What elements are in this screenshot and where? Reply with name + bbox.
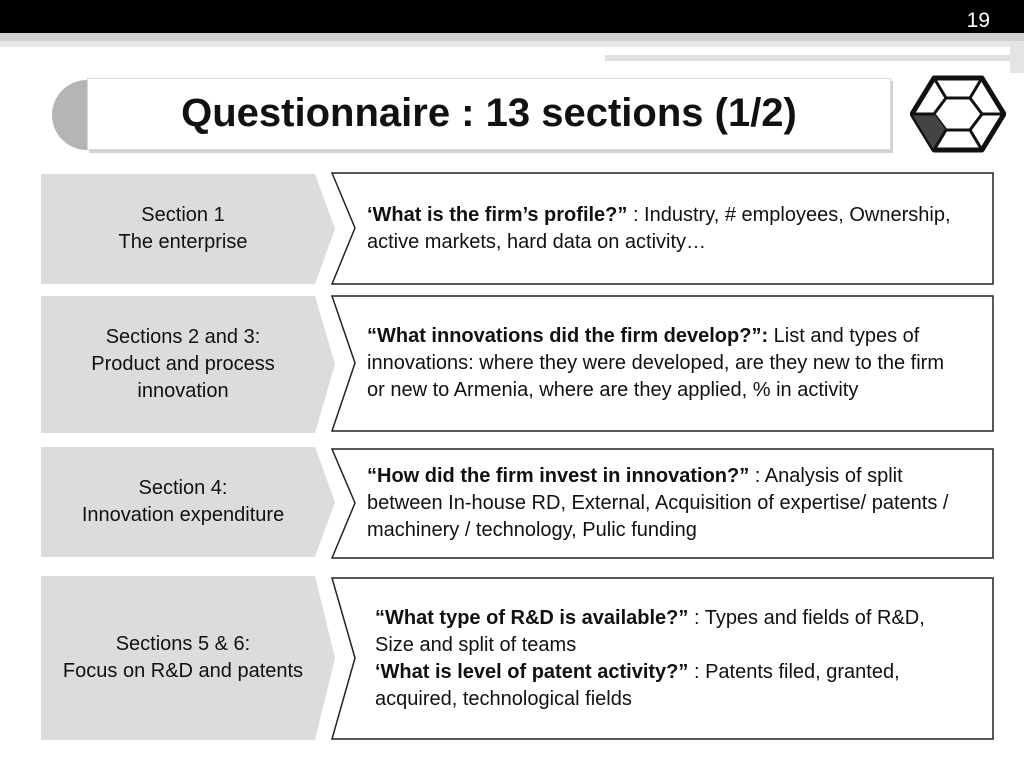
section-2-3-question: “What innovations did the firm develop?”: bbox=[367, 325, 769, 347]
section-5-6-label-arrow bbox=[41, 576, 336, 740]
header-stripe bbox=[0, 33, 1024, 41]
section-1-description-box bbox=[331, 172, 995, 285]
section-5-6-label-line-1: Sections 5 & 6: bbox=[115, 633, 251, 655]
header-accent-line bbox=[605, 55, 1010, 61]
section-1-description bbox=[367, 172, 965, 285]
section-2-3-description bbox=[367, 295, 965, 432]
section-2-3-label-arrow bbox=[41, 296, 336, 433]
section-4-label-line-1: Section 4: bbox=[138, 477, 228, 499]
section-2-3-label-line-1: Sections 2 and 3: bbox=[105, 326, 261, 348]
section-4-description-box bbox=[331, 448, 995, 559]
section-1-label-arrow bbox=[41, 174, 336, 284]
section-4-label bbox=[41, 447, 325, 557]
page-title: Questionnaire : 13 sections (1/2) bbox=[181, 90, 797, 135]
section-1-label bbox=[41, 174, 325, 284]
section-2-3-label-line-2: Product and process bbox=[91, 353, 275, 375]
section-5-6-details-1: : Types and fields of R&D, Size and split of teams bbox=[375, 606, 925, 656]
section-5-6-paragraph-2 bbox=[375, 659, 965, 713]
section-4-paragraph bbox=[367, 463, 965, 544]
section-5-6-question-1: “What type of R&D is available?” bbox=[375, 606, 689, 629]
section-2-3-paragraph bbox=[367, 323, 965, 404]
section-1-details: : Industry, # employees, Ownership, active markets, hard data on activity… bbox=[367, 203, 951, 253]
section-5-6-description bbox=[375, 577, 965, 740]
section-1-label-line-2: The enterprise bbox=[118, 231, 248, 253]
section-5-6-question-2: ‘What is level of patent activity?” bbox=[375, 660, 689, 683]
header-stripe-light bbox=[0, 41, 1024, 47]
section-2-3-label-line-3: innovation bbox=[137, 380, 229, 402]
section-4-details: : Analysis of split between In-house RD, External, Acquisition of expertise/ patents / machinery / technology, Pulic funding bbox=[367, 465, 949, 541]
section-2-3-description-box bbox=[331, 295, 995, 432]
section-2-3-details: List and types of innovations: where they were developed, are they new to the firm or new to Armenia, where are they applied, % in activity bbox=[367, 325, 944, 401]
section-5-6-paragraph-1 bbox=[375, 605, 965, 659]
section-4-description bbox=[367, 448, 965, 559]
section-4-label-arrow bbox=[41, 447, 336, 557]
section-4-question: “How did the firm invest in innovation?” bbox=[367, 465, 750, 487]
section-1-paragraph bbox=[367, 202, 965, 256]
header-side-block bbox=[1010, 41, 1024, 73]
section-2-3-label bbox=[41, 296, 325, 433]
section-5-6-label-line-2: Focus on R&D and patents bbox=[62, 660, 304, 682]
section-4-label-line-2: Innovation expenditure bbox=[81, 504, 285, 526]
section-5-6-description-box bbox=[331, 577, 995, 740]
top-bar bbox=[0, 0, 1024, 33]
title-box bbox=[87, 78, 891, 150]
hexagon-cube-logo-icon bbox=[910, 74, 1006, 154]
section-5-6-details-2: : Patents filed, granted, acquired, technological fields bbox=[375, 660, 900, 710]
section-5-6-label bbox=[41, 576, 325, 740]
section-1-question: ‘What is the firm’s profile?” bbox=[367, 203, 628, 226]
section-1-label-line-1: Section 1 bbox=[141, 204, 225, 226]
slide-number: 19 bbox=[966, 9, 990, 32]
